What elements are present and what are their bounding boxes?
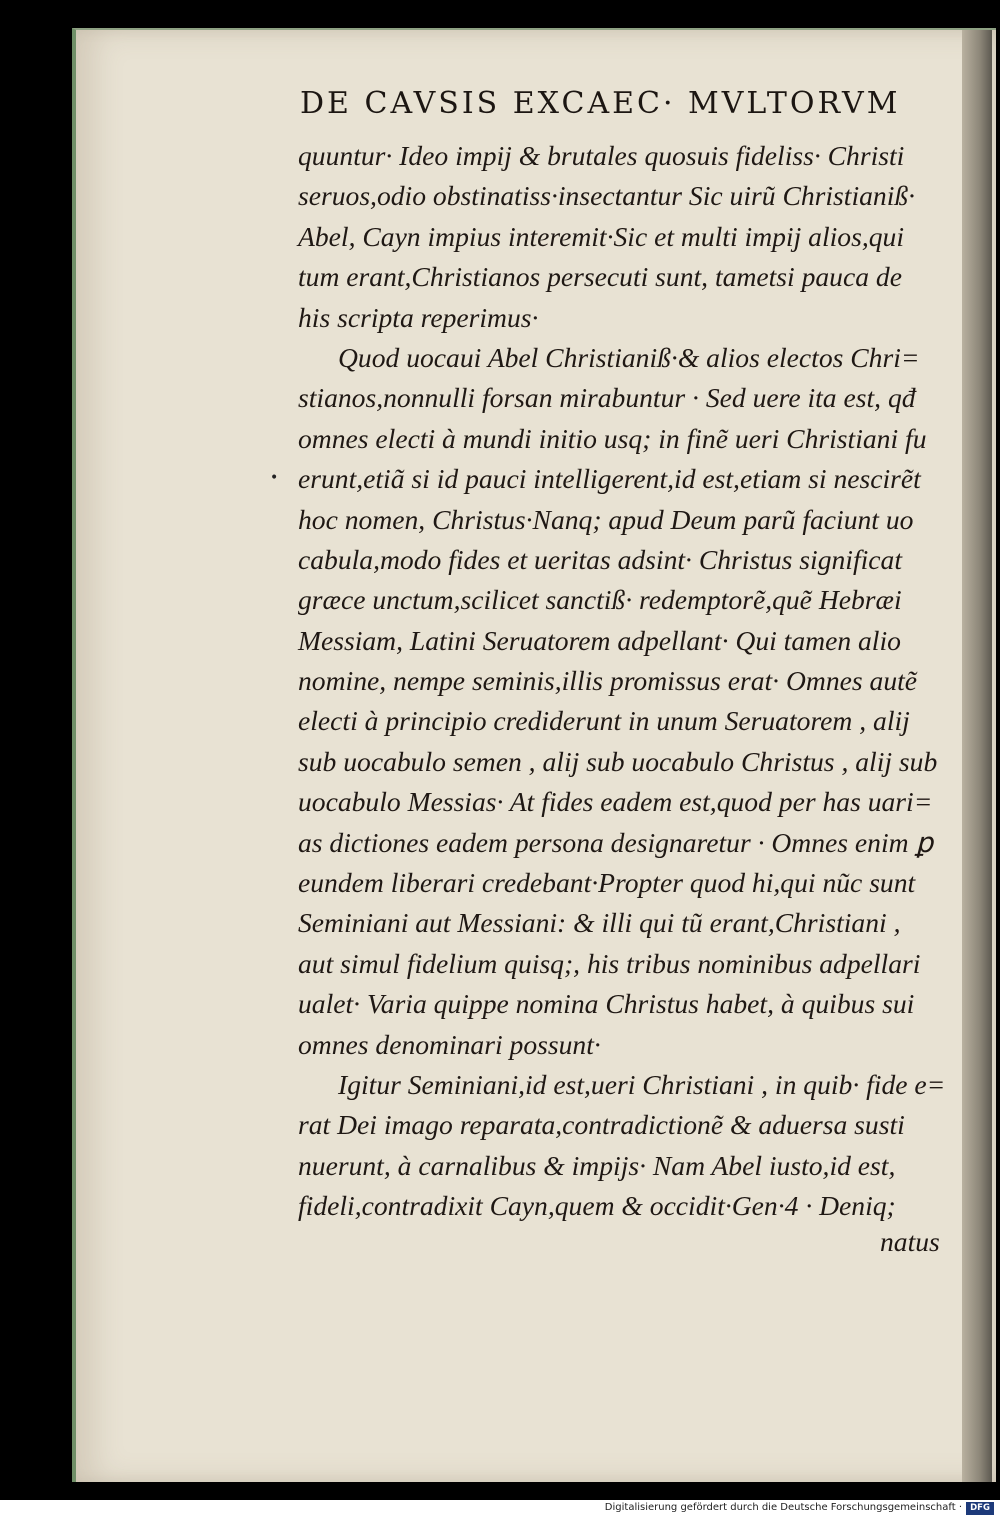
text-line: rat Dei imago reparata,contradictionẽ & aduersa susti (298, 1109, 905, 1141)
text-line: stianos,nonnulli forsan mirabuntur · Sed uere ita est, qđ (298, 382, 916, 414)
text-line: tum erant,Christianos persecuti sunt, tametsi pauca de (298, 261, 902, 293)
text-line: Seminiani aut Messiani: & illi qui tũ erant,Christiani , (298, 907, 901, 939)
text-line: his scripta reperimus· (298, 301, 539, 333)
catchword: natus (880, 1226, 940, 1257)
text-line: Igitur Seminiani,id est,ueri Christiani , in quib· fide e= (338, 1068, 946, 1100)
text-line: eundem liberari credebant·Propter quod hi,qui nũc sunt (298, 867, 916, 899)
text-line: ualet· Varia quippe nomina Christus habet, à quibus sui (298, 988, 915, 1020)
text-line: Abel, Cayn impius interemit·Sic et multi impij alios,qui (298, 220, 904, 252)
text-line: græce unctum,scilicet sanctiß· redemptorẽ,quẽ Hebræi (298, 584, 902, 616)
text-line: nuerunt, à carnalibus & impijs· Nam Abel iusto,id est, (298, 1149, 896, 1181)
text-line: as dictiones eadem persona designaretur · Omnes enim ꝑ (298, 826, 933, 858)
text-line: aut simul fidelium quisq;, his tribus nominibus adpellari (298, 947, 921, 979)
text-line: Messiam, Latini Seruatorem adpellant· Qui tamen alio (298, 624, 901, 656)
text-line: seruos,odio obstinatiss·insectantur Sic uirũ Christianiß· (298, 180, 916, 212)
text-line: sub uocabulo semen , alij sub uocabulo Christus , alij sub (298, 745, 938, 777)
digitization-credit: Digitalisierung gefördert durch die Deutsche Forschungsgemeinschaft · (604, 1502, 962, 1513)
text-line: omnes denominari possunt· (298, 1028, 601, 1060)
text-line: uocabulo Messias· At fides eadem est,quod per has uari= (298, 786, 933, 818)
text-line: erunt,etiã si id pauci intelligerent,id est,etiam si nescirẽt (298, 463, 921, 495)
text-line: nomine, nempe seminis,illis promissus erat· Omnes autẽ (298, 665, 918, 697)
body-text (298, 136, 963, 1227)
text-line: electi à principio crediderunt in unum Seruatorem , alij (298, 705, 910, 737)
text-line: fideli,contradixit Cayn,quem & occidit·Gen·4 · Deniq; (298, 1190, 896, 1222)
dfg-logo: DFG (966, 1502, 994, 1515)
text-line: omnes electi à mundi initio usq; in finẽ ueri Christiani fu (298, 422, 927, 454)
text-line: hoc nomen, Christus·Nanq; apud Deum parũ faciunt uo (298, 503, 914, 535)
text-line: quuntur· Ideo impij & brutales quosuis fideliss· Christi (298, 140, 905, 171)
text-line: Quod uocaui Abel Christianiß·& alios electos Chri= (338, 341, 920, 373)
text-line: cabula,modo fides et ueritas adsint· Christus significat (298, 543, 903, 575)
margin-mark: • (270, 470, 279, 486)
running-head: DE CAVSIS EXCAEC· MVLTORVM (300, 86, 901, 121)
page-gutter (962, 30, 992, 1482)
